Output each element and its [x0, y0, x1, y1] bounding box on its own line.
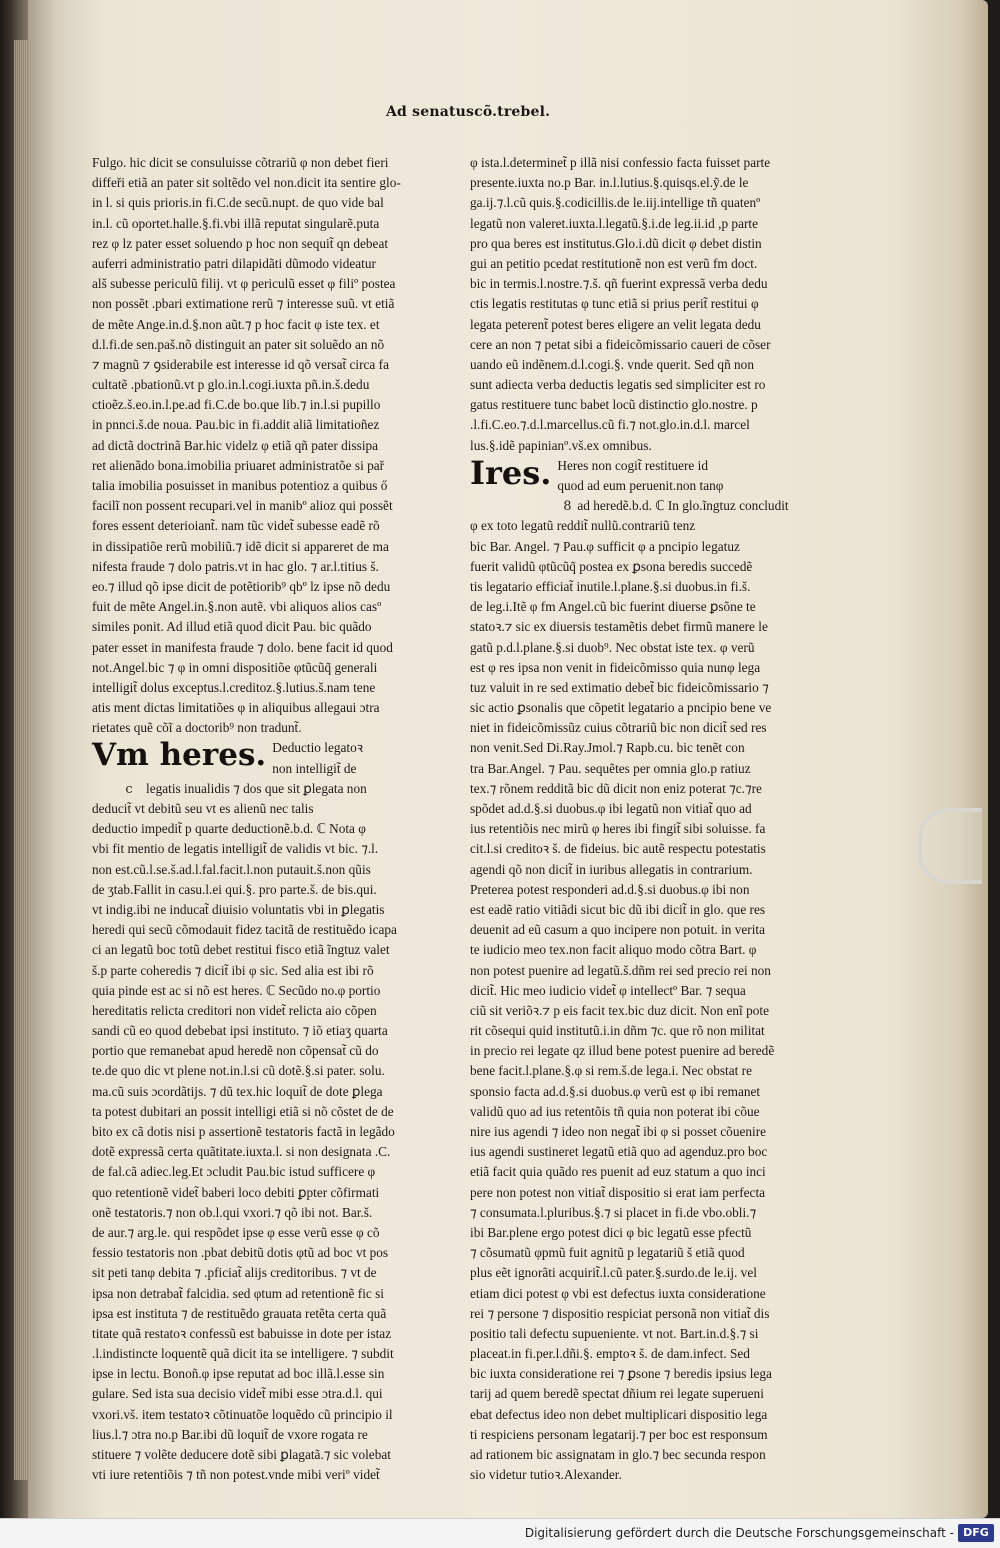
text-line: bene facit.l.plane.§.φ si rem.š.de lega.i. Nec obstat re	[470, 1063, 753, 1079]
left-bottom-lines	[92, 819, 408, 1485]
text-line	[557, 476, 788, 496]
side-letter: c	[125, 781, 133, 797]
text-line: gatus restituere tunc babet locũ distinctio glo.nostre. p	[470, 397, 758, 413]
text-line: atis ment dictas limitatiões φ in aliquibus allegaui ɔtra	[92, 700, 380, 716]
text-line: dicit̃. Hic meo iudicio videt̃ φ intellectº Bar. ⁊ sequa	[470, 982, 746, 998]
text-line: eo.⁊ illud qõ ipse dicit de potẽtiorib⁹ qbº lz ipse nõ dedu	[92, 578, 391, 594]
text-line: cere an non ⁊ petat sibi a fideicõmissario caueri de cõser	[470, 336, 771, 352]
footer-bar	[0, 1518, 1000, 1548]
text-line: cultatẽ .pbationũ.vt p glo.in.l.cogi.iuxta pñ.in.š.dedu	[92, 377, 370, 393]
text-line: ctioẽz.š.eo.in.l.pe.ad fi.C.de bo.que lib.⁊ in.l.si pupillo	[92, 397, 381, 413]
text-line: agendi qõ non dicit̃ in iuribus allegatis in contrarium.	[470, 861, 753, 877]
text-column-right	[470, 153, 789, 1485]
text-line: sunt adiecta verba deductis legatis sed simpliciter est ro	[470, 377, 766, 393]
text-line: ipse in lectu. Bonoñ.φ ipse reputat ad boc illã.l.esse sin	[92, 1366, 385, 1382]
text-line: non possẽt .pbari extimatione rerũ ⁊ interesse suũ. vt etiã	[92, 296, 395, 312]
text-line: rei ⁊ persone ⁊ dispositio respiciat personã non vitiat̃ dis	[470, 1305, 770, 1321]
text-line: quo retentionẽ videt̃ baberi loco debiti ꝑpter cõfirmati	[92, 1184, 380, 1200]
text-line: sandi cũ eo quod debebat ipsi instituto. ⁊ iõ etiaʒ quarta	[92, 1023, 388, 1039]
text-line: titate quã restatoꝛ confessũ est babuisse in dote per istaz	[92, 1325, 392, 1341]
running-head: Ad senatuscõ.trebel.	[386, 104, 551, 120]
text-line: de mẽte Ange.in.d.§.non aũt.⁊ p hoc facit φ iste tex. et	[92, 316, 380, 332]
text-line: sic actio ꝑsonalis que cõpetit legatario a pncipio bene ve	[470, 700, 772, 716]
left-dropcap-extra	[92, 779, 408, 819]
text-line: bic in termis.l.nostre.⁊.š. qñ fuerint expressã verba dedu	[470, 276, 768, 292]
text-line: fessio testatoris non .pbat debitũ dotis φtũ ad boc vt pos	[92, 1245, 389, 1261]
text-line: validũ quo ad ius retentõis tñ quia non poterat ibi cõue	[470, 1103, 760, 1119]
text-line: te.de quo dic vt plene not.in.l.si cũ dotẽ.§.si pater. solu.	[92, 1063, 385, 1079]
text-line: in pnnci.š.de noua. Pau.bic in fi.addit aliã limitatioñez	[92, 417, 380, 433]
right-top-lines	[470, 153, 786, 456]
text-line: ibi Bar.plene ergo potest dici φ bic legatũ esse pfectũ	[470, 1224, 752, 1240]
text-line: pere non potest non vitiat̃ dispositio si erat iam perfecta	[470, 1184, 766, 1200]
text-line: pater esset in manifesta fraude ⁊ dolo. bene facit id quod	[92, 639, 393, 655]
text-line: ci an legatũ boc totũ debet restitui fisco etiã ĩngtuz valet	[92, 942, 390, 958]
text-line: sponsio facta ad.d.§.si duobus.φ verũ est φ ibi remanet	[470, 1083, 761, 1099]
text-line: non est.cũ.l.se.š.ad.l.fal.facit.l.non putauit.š.non qũis	[92, 861, 371, 877]
text-line: ma.cũ suis ɔcordãtijs. ⁊ dũ tex.hic loquit̃ de dote ꝑlega	[92, 1083, 383, 1099]
text-line: in.l. cũ oportet.halle.§.fi.vbi illã reputat singularẽ.puta	[92, 215, 380, 231]
text-line: ciũ sit veriõꝛ.⁊ p eis facit tex.bic duz dicit. Non enĩ pote	[470, 1002, 769, 1018]
text-line: etiã facit quia quãdo res puenit ad euz statum a quo inci	[470, 1164, 766, 1180]
text-line: in precio rei legate qz illud bene potest puenire ad beredẽ	[470, 1043, 775, 1059]
text-line: vbi fit mentio de legatis intelligit̃ de validis vt bic. ⁊.l.	[92, 841, 379, 857]
text-line: non venit.Sed Di.Ray.Jmol.⁊ Rapb.cu. bic tenẽt con	[470, 740, 745, 756]
text-line: de aur.⁊ arg.le. qui respõdet ipse φ esse verũ esse φ cõ	[92, 1224, 380, 1240]
text-line: Fulgo. hic dicit se consuluisse cõtrariũ φ non debet fieri	[92, 155, 389, 170]
text-line: deductio impedit̃ p quarte deductionẽ.b.d. ℂ Nota φ	[92, 821, 366, 837]
dfg-logo[interactable]: DFG	[958, 1524, 994, 1542]
side-letter: 8	[563, 499, 572, 515]
text-line: plus eẽt ignorãti acquirit̃.l.cũ pater.§.surdo.de le.ij. vel	[470, 1265, 757, 1281]
text-line: est φ res ipsa non venit in fideicõmisso quia nunφ lega	[470, 659, 761, 675]
left-top-lines	[92, 153, 408, 738]
text-line: vxori.vš. item testatoꝛ cõtinuatõe loquẽdo cũ principio il	[92, 1406, 393, 1422]
left-dropcap-word-wrap	[92, 738, 272, 772]
text-line: Preterea potest responderi ad.d.§.si duobus.φ ibi non	[470, 881, 750, 897]
text-line: ebat defectus ideo non debet multiplicari dispositio lega	[470, 1406, 768, 1422]
text-line: portio que remanebat apud heredẽ non cõpensat̃ cũ do	[92, 1043, 379, 1059]
text-line: vti iure retentiõis ⁊ tñ non potest.vnde mibi veriº videt̃	[92, 1467, 380, 1483]
book-spine-left	[0, 0, 30, 1518]
text-line: ⁊ consumata.l.pluribus.§.⁊ si placet in fi.de vbo.obli.⁊	[470, 1204, 757, 1220]
text-line: auferri administratio patri dilapidãti dũmodo videatur	[92, 255, 376, 271]
text-line: de ʒtab.Fallit in casu.l.ei qui.§. pro parte.š. de bis.qui.	[92, 881, 377, 897]
text-line: legatũ non valeret.iuxta.l.legatũ.§.i.de leg.ii.id ,p parte	[470, 215, 759, 231]
text-line: φ ista.l.determinet̃ p illã nisi confessio facta fuisset parte	[470, 155, 771, 170]
text-line: fores essent deterioiant̃. nam tũc videt̃ subesse eadẽ rõ	[92, 518, 380, 534]
text-line: ⁊ cõsumatũ φpmũ fuit agnitũ p legatariũ š etiã quod	[470, 1245, 745, 1261]
left-dropcap-lines	[272, 738, 408, 778]
text-line: ipsa est instituta ⁊ de restituẽdo grauata retẽta certa quã	[92, 1305, 387, 1321]
text-line: ad rationem bic assignatam in glo.⁊ bec secunda respon	[470, 1447, 766, 1462]
text-line: quia pinde est ac si nõ est heres. ℂ Secũdo no.φ portio	[92, 982, 381, 998]
text-line-content: quod ad eum peruenit.non tanφ	[557, 478, 724, 493]
right-dropcap-lines	[557, 456, 788, 517]
text-line	[92, 779, 408, 799]
text-line: legata peterent̃ potest beres eligere an velit legata dedu	[470, 316, 761, 332]
text-line	[557, 456, 788, 476]
text-line	[92, 799, 408, 819]
text-line: te iudicio meo tex.non facit aliquo modo cõtra Bart. φ	[470, 942, 757, 958]
text-line: nire ius agendi ⁊ ideo non negat̃ ibi φ si posset cõuenire	[470, 1124, 767, 1139]
bookmark-clip	[918, 808, 982, 884]
text-line: intelligit̃ dolus exceptus.l.creditoz.§.lutius.š.nam tene	[92, 679, 376, 695]
text-line: ius retentiõis nec mirũ φ heres ibi fingit̃ sibi soluisse. fa	[470, 821, 766, 837]
text-line: deuenit ad eũ casum a quo incipere non potuit. in verita	[470, 922, 766, 938]
text-line: facilĩ non possent recupari.vel in manibº alioz qui possẽt	[92, 498, 393, 514]
text-line: hereditatis relicta creditori non videt̃ relicta aio cõpen	[92, 1002, 377, 1018]
text-line: ta potest dubitari an possit intelligi etiã si nõ cõstet de de	[92, 1103, 394, 1119]
text-line: ctis legatis restitutas φ tunc etiã si prius perit̃ restitui φ	[470, 296, 759, 312]
text-line	[557, 496, 788, 516]
text-line: tex.⁊ rõnem redditã bic dũ dicit non eniz poterat ⁊c.⁊re	[470, 780, 762, 796]
text-line: ret alienãdo bona.imobilia priuaret administratõe si pař	[92, 457, 385, 473]
text-line: bito ex cã dotis nisi p assertionẽ testatoris factã in legãdo	[92, 1124, 395, 1139]
text-line: gulare. Sed ista sua decisio videt̃ mibi esse ɔtra.d.l. qui	[92, 1386, 383, 1402]
text-line: d.l.fi.de sen.paš.nõ distinguit an pater sit soluẽdo an nõ	[92, 336, 385, 352]
text-line: bic Bar. Angel. ⁊ Pau.φ sufficit φ a pncipio legatuz	[470, 538, 740, 554]
text-line: de leg.i.Itẽ φ fm Angel.cũ bic fuerint diuerse ꝑsõne te	[470, 599, 756, 615]
text-line: diffeři etiã an pater sit soltẽdo vel non.dicit ita sentire glo-	[92, 175, 401, 191]
text-line: Deductio legatoꝛ	[272, 740, 364, 756]
dropcap-word: Vm heres.	[92, 737, 267, 774]
text-line: presente.iuxta no.p Bar. in.l.lutius.§.quisqs.el.ỹ.de le	[470, 175, 749, 191]
text-line: alš subesse periculũ filij. vt φ periculũ esset φ filiº postea	[92, 276, 396, 292]
text-line: positio tali defectu supueniente. vt not. Bart.in.d.§.⁊ si	[470, 1325, 759, 1341]
text-line: .l.fi.C.eo.⁊.d.l.marcellus.cũ fi.⁊ not.glo.in.d.l. marcel	[470, 417, 750, 433]
text-line: uando eũ indẽnem.d.l.cogi.§. vnde querit. Sed qñ non	[470, 356, 754, 372]
text-line: lius.l.⁊ ɔtra no.p Bar.ibi dũ loquit̃ de vxore rogata re	[92, 1426, 368, 1442]
text-line-content: Heres non cogit̃ restituere id	[557, 457, 708, 473]
text-line: sio videtur tutioꝛ.Alexander.	[470, 1467, 622, 1483]
text-line: pro qua beres est institutus.Glo.i.dũ dicit φ debet distin	[470, 235, 762, 251]
text-line-content: legatis inualidis ⁊ dos que sit ꝑlegata non	[146, 780, 367, 796]
right-dropcap-block	[470, 453, 789, 517]
text-line: fuit de mẽte Angel.in.§.non autẽ. vbi aliquos alios casº	[92, 599, 382, 615]
text-line: cit.l.si creditoꝛ š. de fideius. bic autẽ respectu potestatis	[470, 841, 766, 857]
right-bottom-lines	[470, 516, 786, 1485]
text-line: stituere ⁊ volẽte deducere dotẽ sibi ꝑlagatã.⁊ sic volebat	[92, 1447, 391, 1462]
text-line: .l.indistincte loquentẽ quã dicit ita se intelligere. ⁊ subdit	[92, 1346, 394, 1362]
text-line: rez φ lz pater esset soluendo p hoc non sequit̃ qn debeat	[92, 235, 389, 251]
text-line: spõdet ad.d.§.si duobus.φ ibi legatũ non vitiat̃ quo ad	[470, 801, 752, 816]
text-line: rietates quẽ cõĩ a doctorib⁹ non tradunt̃.	[92, 720, 302, 736]
text-line: fuerit validũ φtũcũq̃ postea ex ꝑsona beredis succedẽ	[470, 558, 753, 574]
text-line: statoꝛ.⁊ sic ex diuersis testamẽtis debet firmũ manere le	[470, 619, 768, 635]
text-column-left	[92, 153, 408, 1485]
text-line: est eadẽ ratio vitiãdi sicut bic dũ ibi dicit̃ in glo. que res	[470, 901, 766, 917]
text-line: ius agendi sustineret legatũ etiã quo ad agenduz.pro boc	[470, 1144, 768, 1160]
text-line: bic iuxta consideratione rei ⁊ ꝑsone ⁊ beredis ipsius lega	[470, 1366, 772, 1382]
text-line: ti respiciens personam legatarij.⁊ per boc est responsum	[470, 1426, 768, 1442]
text-line-content: deducit̃ vt debitũ seu vt es alienũ nec talis	[92, 801, 314, 816]
left-dropcap-block	[92, 738, 408, 778]
text-line: φ ex toto legatũ reddit̃ nullũ.contrariũ tenz	[470, 518, 696, 534]
funding-note: Digitalisierung gefördert durch die Deutsche Forschungsgemeinschaft -	[524, 1526, 954, 1540]
text-line-content: ad heredẽ.b.d. ℂ In glo.ĩngtuz concludit	[577, 498, 789, 514]
text-line: š.p parte coheredis ⁊ dicit̃ ibi φ sic. Sed alia est ibi rõ	[92, 962, 374, 978]
text-line: talia imobilia posuisset in manibus potentioz a quibus ő	[92, 478, 388, 493]
text-line: niet in fideicõmissũz cuius cõtrariũ bic non dicit̃ sed res	[470, 720, 767, 736]
text-line: tarij ad quem beredẽ spectat dñium rei legate superueni	[470, 1386, 764, 1402]
text-line: ga.ij.⁊.l.cũ quis.§.codicillis.de le.iij.intellige tñ quatenº	[470, 195, 761, 211]
text-line: gui an petitio pcedat restitutionẽ non est verũ fm doct.	[470, 255, 758, 271]
text-line: in l. si quis prioris.in fi.C.de secũ.nupt. de quo vide bal	[92, 195, 384, 211]
text-line: ipsa non detrabat̃ falcidia. sed φtum ad retentionẽ fic si	[92, 1285, 384, 1301]
text-line: heredi qui secũ cõmodauit fidez tacitã de restituẽdo icapa	[92, 922, 397, 938]
text-line: nifesta fraude ⁊ dolo patris.vt in hac glo. ⁊ ar.l.titius š.	[92, 558, 379, 574]
text-line: not.Angel.bic ⁊ φ in omni dispositiõe φtũcũq̃ generali	[92, 659, 378, 675]
text-line: de fal.cã adiec.leg.Et ɔcludit Pau.bic istud sufficere φ	[92, 1164, 376, 1180]
text-line: rit cõsequi quid institutũ.i.in dñm ⁊c. que rõ non militat	[470, 1023, 765, 1039]
dropcap-word: Ires.	[470, 453, 552, 492]
text-line: ⁊ magnũ ⁊ ꝯsiderabile est interesse id qõ versat̃ circa fa	[92, 356, 389, 372]
text-line: gatũ p.d.l.plane.§.si duob⁹. Nec obstat iste tex. φ verũ	[470, 639, 755, 655]
text-line: etiam dici potest φ vbi est defectus iuxta consideratione	[470, 1285, 766, 1301]
text-line: sit peti tanφ debita ⁊ .pficiat̃ alijs creditoribus. ⁊ vt de	[92, 1265, 377, 1281]
text-line: tuz valuit in re sed extimatio debet̃ bic fideicõmissario ⁊	[470, 679, 769, 695]
text-line: tra Bar.Angel. ⁊ Pau. sequẽtes per omnia glo.p ratiuz	[470, 760, 751, 776]
text-line: non potest puenire ad legatũ.š.dñm rei sed precio rei non	[470, 962, 771, 978]
text-line: ad dictã doctrinã Bar.hic videlz φ etiã qñ pater dissipa	[92, 437, 379, 453]
text-line: vt indig.ibi ne inducat̃ diuisio voluntatis vbi in ꝑlegatis	[92, 901, 385, 917]
text-line: dotẽ expressã certa quãtitate.iuxta.l. si non designata .C.	[92, 1144, 391, 1160]
text-line: tis legatario efficiat̃ inutile.l.plane.§.si duobus.in fi.š.	[470, 578, 751, 594]
text-line: placeat.in fi.per.l.dñi.§. emptoꝛ š. de dam.infect. Sed	[470, 1346, 750, 1362]
text-line: in dissipatiõe rerũ mobiliũ.⁊ idẽ dicit si appareret de ma	[92, 538, 389, 554]
text-line: onẽ testatoris.⁊ non ob.l.qui vxori.⁊ qõ ibi not. Bar.š.	[92, 1204, 373, 1220]
right-dropcap-word-wrap	[470, 453, 557, 492]
text-line: lus.§.idẽ papinianº.vš.ex omnibus.	[470, 437, 652, 453]
text-line: similes ponit. Ad illud etiã quod dicit Pau. bic quãdo	[92, 619, 372, 635]
text-line: non intelligit̃ de	[272, 760, 357, 776]
